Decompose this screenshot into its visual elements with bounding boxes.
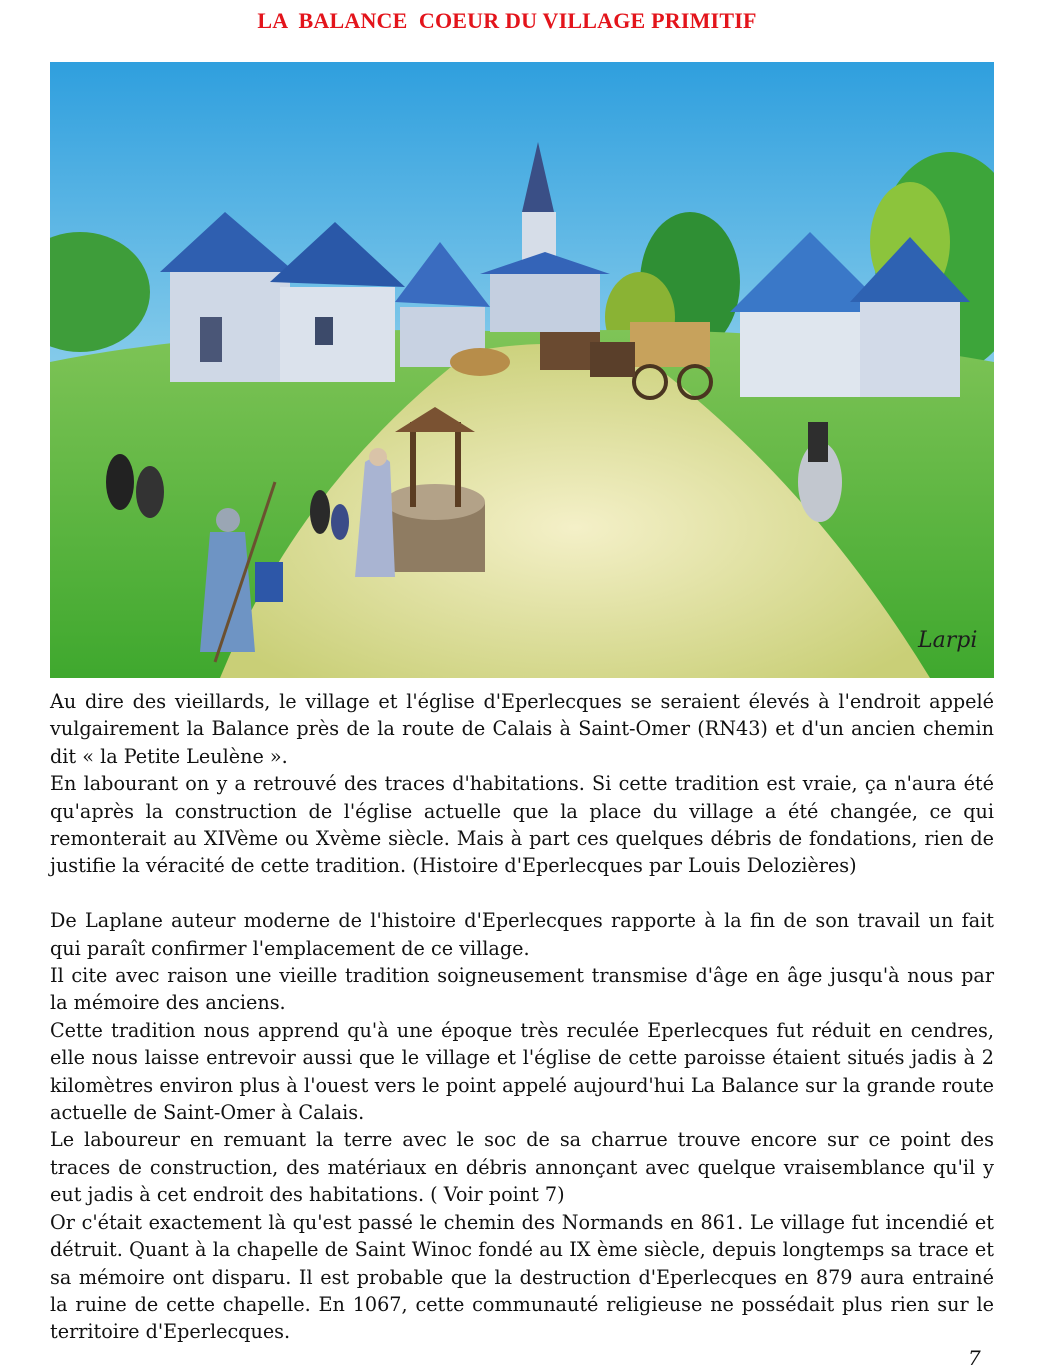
paragraph: De Laplane auteur moderne de l'histoire d'Eperlecques rapporte à la fin de son travail un fait qui paraît confirmer l'emplacement de ce village.: [50, 909, 994, 960]
paragraph: Le laboureur en remuant la terre avec le soc de sa charrue trouve encore sur ce point des traces de construction, des matériaux en débris annonçant avec quelque vraisemblance qu'il y eut jadis à cet endroit des habitations. ( Voir point 7): [50, 1128, 994, 1207]
paragraph-spacer: [50, 880, 994, 907]
paragraph: En labourant on y a retrouvé des traces d'habitations. Si cette tradition est vraie, ça n'aura été qu'après la construction de l'église actuelle que la place du village a été changée, ce qui remonterait au XIVème ou Xvème siècle. Mais à part ces quelques débris de fondations, rien de justifie la véracité de cette tradition. (Histoire d'Eperlecques par Louis Delozières): [50, 772, 994, 878]
paragraph: Or c'était exactement là qu'est passé le chemin des Normands en 861. Le village fut incendié et détruit. Quant à la chapelle de Saint Winoc fondé au IX ème siècle, depuis longtemps sa trace et sa mémoire ont disparu. Il est probable que la destruction d'Eperlecques en 879 aura entrainé la ruine de cette chapelle. En 1067, cette communauté religieuse ne possédait plus rien sur le territoire d'Eperlecques.: [50, 1210, 994, 1344]
body-text: [50, 688, 994, 1346]
page-number: 7: [968, 1346, 981, 1370]
village-painting-illustration: [50, 62, 994, 678]
paragraph: Cette tradition nous apprend qu'à une époque très reculée Eperlecques fut réduit en cendres, elle nous laisse entrevoir aussi que le village et l'église de cette paroisse étaient situés jadis à 2 kilomètres environ plus à l'ouest vers le point appelé aujourd'hui La Balance sur la grande route actuelle de Saint-Omer à Calais.: [50, 1018, 994, 1125]
paragraph: Au dire des vieillards, le village et l'église d'Eperlecques se seraient élevés à l'endroit appelé vulgairement la Balance près de la route de Calais à Saint-Omer (RN43) et d'un ancien chemin dit « la Petite Leulène ».: [50, 690, 994, 768]
page-title: LA BALANCE COEUR DU VILLAGE PRIMITIF: [257, 8, 757, 33]
village-painting: [50, 62, 994, 678]
painter-signature: Larpi: [918, 628, 978, 653]
paragraph: Il cite avec raison une vieille tradition soigneusement transmise d'âge en âge jusqu'à nous par la mémoire des anciens.: [50, 964, 994, 1015]
